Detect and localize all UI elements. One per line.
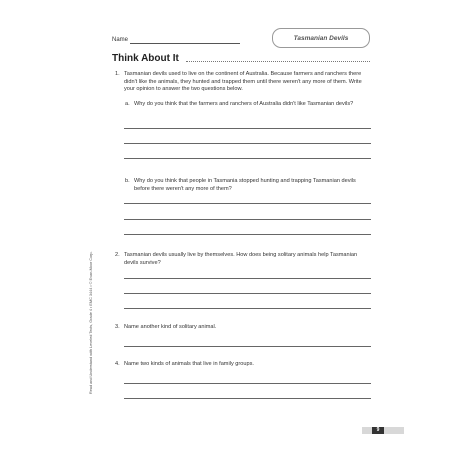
question-text: Name two kinds of animals that live in family groups. [124,361,254,367]
answer-line[interactable] [124,398,371,399]
page-number: 9 [372,427,384,434]
question-number: 1. [115,71,120,77]
question-2 [115,252,370,267]
answer-line[interactable] [124,278,371,279]
question-number: 2. [115,252,120,258]
question-letter: a. [125,101,130,107]
question-1 [115,71,370,94]
answer-line[interactable] [124,346,371,347]
answer-line[interactable] [124,293,371,294]
question-3 [115,324,370,332]
question-1a [125,101,364,109]
answer-line[interactable] [124,143,371,144]
question-1b [125,178,364,193]
section-title: Think About It [112,53,179,64]
topic-tab-title: Tasmanian Devils [293,34,349,42]
question-text: Tasmanian devils usually live by themselves. How does being solitary animals help Tasmanian devils survive? [124,252,358,266]
answer-line[interactable] [124,308,371,309]
answer-line[interactable] [124,383,371,384]
answer-line[interactable] [124,158,371,159]
question-text: Name another kind of solitary animal. [124,324,217,330]
question-text: Why do you think that people in Tasmania stopped hunting and trapping Tasmanian devils before there weren't any more of them? [134,178,356,192]
question-number: 4. [115,361,120,367]
name-field-line[interactable] [130,43,240,44]
answer-line[interactable] [124,219,371,220]
question-letter: b. [125,178,130,184]
answer-line[interactable] [124,234,371,235]
name-label: Name [112,37,129,43]
topic-tab [272,28,370,48]
question-4 [115,361,370,369]
answer-line[interactable] [124,128,371,129]
answer-line[interactable] [124,203,371,204]
question-text: Why do you think that the farmers and ranchers of Australia didn't like Tasmanian devils? [134,101,354,107]
question-number: 3. [115,324,120,330]
title-dotted-rule [186,61,370,62]
side-credit: Read and Understand with Leveled Texts, Grade 4 • EMC 3444 • © Evan-Moor Corp. [89,251,93,394]
question-text: Tasmanian devils used to live on the continent of Australia. Because farmers and ranchers there didn't like the animals, they hunted and trapped them until there weren't any more of them. Write your opinion to answer the two questions below. [124,71,362,92]
